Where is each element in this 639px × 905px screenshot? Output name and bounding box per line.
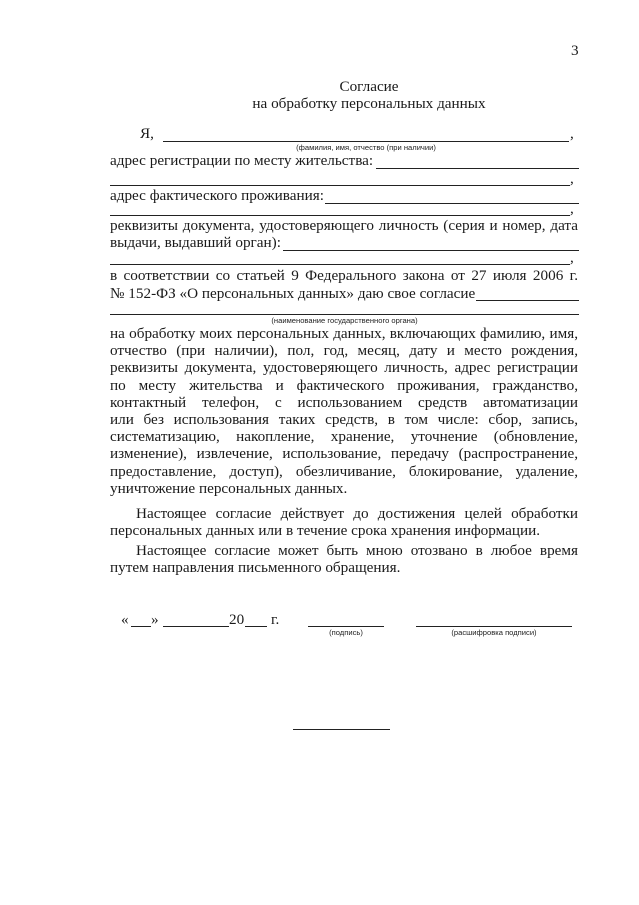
id-doc-line2: выдачи, выдавший орган): [110, 234, 281, 251]
date-close-quote: » [151, 611, 159, 628]
body-line: отчество (при наличии), пол, год, месяц, дату и место рождения, [110, 342, 578, 360]
signature-field[interactable] [308, 626, 384, 627]
body-line: контактный телефон, с использованием средств автоматизации [110, 393, 578, 411]
year-prefix: 20 [229, 611, 245, 628]
fact-address-label: адрес фактического проживания: [110, 187, 324, 204]
fio-field[interactable] [163, 141, 569, 142]
signature-decoding-caption: (расшифровка подписи) [451, 628, 537, 637]
body-line: изменение), извлечение, использование, передачу (распространение, [110, 445, 578, 463]
validity-line: Настоящее согласие действует до достижения целей обработки [136, 505, 578, 522]
date-month-field[interactable] [163, 626, 229, 627]
validity-line: персональных данных или в течение срока хранения информации. [110, 522, 541, 540]
processing-scope-paragraph [110, 325, 578, 497]
revocation-line: путем направления письменного обращения. [110, 559, 401, 577]
date-open-quote: « [121, 611, 129, 628]
document-subtitle: на обработку персональных данных [252, 95, 486, 112]
date-year-field[interactable] [245, 626, 267, 627]
id-doc-field[interactable] [283, 250, 579, 251]
fact-address-field[interactable] [325, 203, 579, 204]
body-line: уничтожение персональных данных. [110, 479, 348, 497]
reg-address-label: адрес регистрации по месту жительства: [110, 152, 374, 169]
revocation-paragraph [110, 542, 578, 576]
revocation-line: Настоящее согласие может быть мною отозвано в любое время [136, 542, 578, 559]
consent-intro-line1: в соответствии со статьей 9 Федерального закона от 27 июля 2006 г. [110, 267, 578, 284]
validity-paragraph [110, 505, 578, 539]
closing-separator [293, 729, 390, 730]
consent-intro-line2: № 152-ФЗ «О персональных данных» даю свое согласие [110, 285, 476, 302]
id-doc-line1: реквизиты документа, удостоверяющего личность (серия и номер, дата [110, 217, 578, 234]
date-day-field[interactable] [131, 626, 151, 627]
fio-caption: (фамилия, имя, отчество (при наличии) [296, 143, 436, 152]
organ-caption: (наименование государственного органа) [271, 316, 418, 325]
signature-decoding-field[interactable] [416, 626, 572, 627]
body-line: или без использования таких средств, в том числе: сбор, запись, [110, 411, 578, 429]
id-doc-field-line2[interactable] [110, 264, 570, 265]
signature-caption: (подпись) [329, 628, 363, 637]
reg-address-suffix: , [570, 170, 574, 187]
body-line: на обработку моих персональных данных, включающих фамилию, имя, [110, 325, 578, 342]
body-line: реквизиты документа, удостоверяющего личность, адрес регистрации [110, 359, 578, 377]
year-suffix: г. [271, 611, 280, 628]
fio-suffix: , [570, 125, 574, 142]
page-number: 3 [571, 42, 579, 59]
id-doc-suffix: , [570, 249, 574, 266]
organ-field-line2[interactable] [110, 314, 579, 315]
organ-field[interactable] [476, 300, 579, 301]
body-line: предоставление, доступ), обезличивание, блокирование, удаление, [110, 462, 578, 480]
fact-address-field-line2[interactable] [110, 215, 570, 216]
fact-address-suffix: , [570, 200, 574, 217]
body-line: систематизацию, накопление, хранение, уточнение (обновление, [110, 428, 578, 446]
document-title: Согласие [339, 78, 399, 95]
reg-address-field[interactable] [376, 168, 579, 169]
i-prefix: Я, [140, 125, 154, 142]
reg-address-field-line2[interactable] [110, 185, 570, 186]
body-line: по месту жительства и фактического проживания, гражданство, [110, 376, 578, 394]
